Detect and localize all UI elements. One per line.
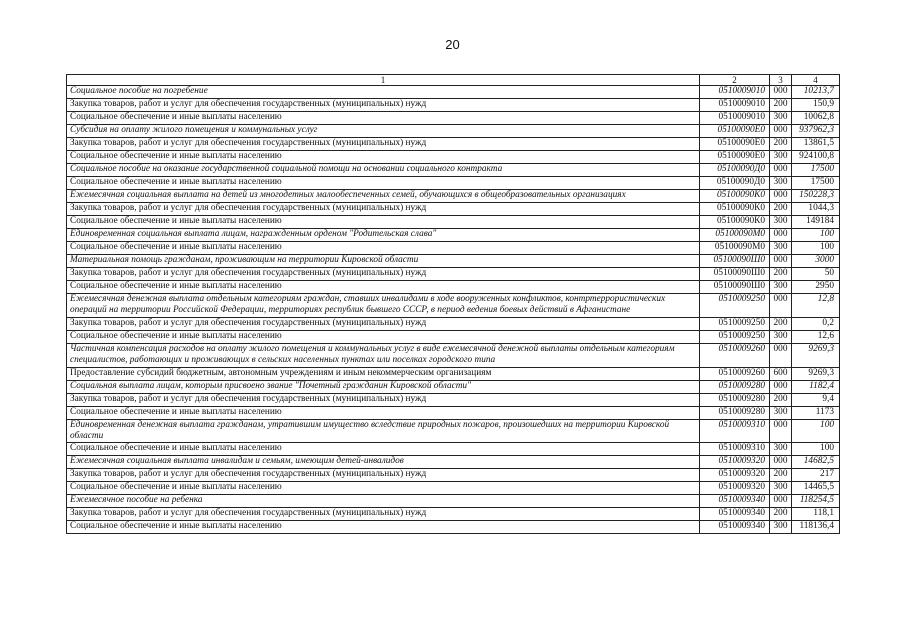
row-code-cell: 0510009250 bbox=[700, 317, 770, 330]
row-kind-cell: 300 bbox=[770, 216, 792, 229]
row-amount-cell: 17500 bbox=[792, 177, 840, 190]
row-name-cell: Закупка товаров, работ и услуг для обеспечения государственных (муниципальных) нужд bbox=[67, 138, 700, 151]
row-kind-cell: 200 bbox=[770, 138, 792, 151]
row-code-cell: 05100090Д0 bbox=[700, 164, 770, 177]
row-amount-cell: 924100,8 bbox=[792, 151, 840, 164]
row-name-cell: Социальное обеспечение и иные выплаты населению bbox=[67, 216, 700, 229]
row-kind-cell: 300 bbox=[770, 482, 792, 495]
row-name-cell: Социальная выплата лицам, которым присвоено звание "Почетный гражданин Кировской области" bbox=[67, 380, 700, 393]
row-kind-cell: 300 bbox=[770, 281, 792, 294]
row-name-cell: Ежемесячная социальная выплата инвалидам и семьям, имеющим детей-инвалидов bbox=[67, 456, 700, 469]
row-kind-cell: 200 bbox=[770, 203, 792, 216]
row-code-cell: 0510009250 bbox=[700, 294, 770, 318]
row-amount-cell: 118136,4 bbox=[792, 521, 840, 534]
table-row bbox=[67, 151, 840, 164]
row-kind-cell: 000 bbox=[770, 125, 792, 138]
row-name-cell: Социальное обеспечение и иные выплаты населению bbox=[67, 330, 700, 343]
row-code-cell: 0510009320 bbox=[700, 482, 770, 495]
table-row bbox=[67, 99, 840, 112]
row-amount-cell: 10213,7 bbox=[792, 86, 840, 99]
page-number: 20 bbox=[445, 37, 460, 52]
header-cell-1: 1 bbox=[67, 75, 700, 86]
row-amount-cell: 17500 bbox=[792, 164, 840, 177]
row-name-cell: Социальное обеспечение и иные выплаты населению bbox=[67, 242, 700, 255]
row-kind-cell: 300 bbox=[770, 443, 792, 456]
table-row bbox=[67, 203, 840, 216]
row-kind-cell: 200 bbox=[770, 268, 792, 281]
row-amount-cell: 10062,8 bbox=[792, 112, 840, 125]
row-kind-cell: 000 bbox=[770, 419, 792, 443]
table-row bbox=[67, 330, 840, 343]
table-row bbox=[67, 443, 840, 456]
row-amount-cell: 1044,3 bbox=[792, 203, 840, 216]
row-kind-cell: 000 bbox=[770, 294, 792, 318]
row-name-cell: Единовременная социальная выплата лицам, награжденным орденом "Родительская слава" bbox=[67, 229, 700, 242]
row-amount-cell: 9,4 bbox=[792, 393, 840, 406]
row-code-cell: 0510009340 bbox=[700, 495, 770, 508]
table-row bbox=[67, 521, 840, 534]
row-name-cell: Социальное обеспечение и иные выплаты населению bbox=[67, 482, 700, 495]
row-name-cell: Закупка товаров, работ и услуг для обеспечения государственных (муниципальных) нужд bbox=[67, 99, 700, 112]
row-code-cell: 05100090М0 bbox=[700, 242, 770, 255]
row-name-cell: Частичная компенсация расходов на оплату жилого помещения и коммунальных услуг в виде ежемесячной денежной выплаты отдельным категориям специалистов, работающих и проживающих в сельских населенных пунктах или поселках городского типа bbox=[67, 343, 700, 367]
row-amount-cell: 118,1 bbox=[792, 508, 840, 521]
row-amount-cell: 150228,3 bbox=[792, 190, 840, 203]
table-header-row bbox=[67, 75, 840, 86]
table-row bbox=[67, 393, 840, 406]
row-amount-cell: 13861,5 bbox=[792, 138, 840, 151]
row-code-cell: 05100090Е0 bbox=[700, 125, 770, 138]
table-row bbox=[67, 317, 840, 330]
row-name-cell: Материальная помощь гражданам, проживающим на территории Кировской области bbox=[67, 255, 700, 268]
row-kind-cell: 000 bbox=[770, 164, 792, 177]
table-row bbox=[67, 242, 840, 255]
row-name-cell: Социальное обеспечение и иные выплаты населению bbox=[67, 177, 700, 190]
table-row bbox=[67, 469, 840, 482]
table-row bbox=[67, 229, 840, 242]
row-name-cell: Субсидия на оплату жилого помещения и коммунальных услуг bbox=[67, 125, 700, 138]
row-amount-cell: 118254,5 bbox=[792, 495, 840, 508]
row-name-cell: Единовременная денежная выплата гражданам, утратившим имущество вследствие природных пожаров, произошедших на территории Кировской области bbox=[67, 419, 700, 443]
row-kind-cell: 200 bbox=[770, 469, 792, 482]
row-name-cell: Закупка товаров, работ и услуг для обеспечения государственных (муниципальных) нужд bbox=[67, 393, 700, 406]
row-name-cell: Социальное обеспечение и иные выплаты населению bbox=[67, 151, 700, 164]
row-kind-cell: 300 bbox=[770, 151, 792, 164]
row-amount-cell: 100 bbox=[792, 419, 840, 443]
row-name-cell: Социальное обеспечение и иные выплаты населению bbox=[67, 406, 700, 419]
row-kind-cell: 000 bbox=[770, 495, 792, 508]
row-code-cell: 0510009320 bbox=[700, 469, 770, 482]
row-code-cell: 0510009340 bbox=[700, 508, 770, 521]
table-row bbox=[67, 367, 840, 380]
table-row bbox=[67, 138, 840, 151]
row-code-cell: 0510009010 bbox=[700, 112, 770, 125]
row-amount-cell: 100 bbox=[792, 242, 840, 255]
header-cell-3: 3 bbox=[770, 75, 792, 86]
row-code-cell: 05100090К0 bbox=[700, 216, 770, 229]
table-row bbox=[67, 112, 840, 125]
budget-table-body bbox=[67, 75, 840, 534]
row-kind-cell: 300 bbox=[770, 521, 792, 534]
row-kind-cell: 000 bbox=[770, 190, 792, 203]
row-kind-cell: 200 bbox=[770, 317, 792, 330]
row-code-cell: 05100090Ш0 bbox=[700, 255, 770, 268]
row-amount-cell: 1173 bbox=[792, 406, 840, 419]
table-row bbox=[67, 177, 840, 190]
row-kind-cell: 000 bbox=[770, 380, 792, 393]
row-name-cell: Социальное обеспечение и иные выплаты населению bbox=[67, 443, 700, 456]
table-row bbox=[67, 294, 840, 318]
header-cell-4: 4 bbox=[792, 75, 840, 86]
table-row bbox=[67, 508, 840, 521]
row-code-cell: 0510009320 bbox=[700, 456, 770, 469]
row-code-cell: 0510009340 bbox=[700, 521, 770, 534]
row-code-cell: 05100090М0 bbox=[700, 229, 770, 242]
row-amount-cell: 100 bbox=[792, 443, 840, 456]
row-kind-cell: 000 bbox=[770, 229, 792, 242]
row-amount-cell: 14682,5 bbox=[792, 456, 840, 469]
row-amount-cell: 217 bbox=[792, 469, 840, 482]
row-kind-cell: 300 bbox=[770, 112, 792, 125]
row-code-cell: 0510009260 bbox=[700, 343, 770, 367]
row-name-cell: Социальное обеспечение и иные выплаты населению bbox=[67, 112, 700, 125]
table-row bbox=[67, 255, 840, 268]
budget-table bbox=[66, 74, 840, 534]
row-code-cell: 0510009280 bbox=[700, 393, 770, 406]
row-amount-cell: 1182,4 bbox=[792, 380, 840, 393]
table-row bbox=[67, 419, 840, 443]
row-code-cell: 0510009310 bbox=[700, 443, 770, 456]
row-kind-cell: 200 bbox=[770, 508, 792, 521]
row-code-cell: 05100090Ш0 bbox=[700, 268, 770, 281]
row-kind-cell: 000 bbox=[770, 343, 792, 367]
row-name-cell: Ежемесячная социальная выплата на детей из многодетных малообеспеченных семей, обучающихся в общеобразовательных организациях bbox=[67, 190, 700, 203]
row-kind-cell: 200 bbox=[770, 99, 792, 112]
row-name-cell: Ежемесячное пособие на ребенка bbox=[67, 495, 700, 508]
row-kind-cell: 000 bbox=[770, 456, 792, 469]
table-row bbox=[67, 125, 840, 138]
row-name-cell: Социальное обеспечение и иные выплаты населению bbox=[67, 521, 700, 534]
row-name-cell: Ежемесячная денежная выплата отдельным категориям граждан, ставших инвалидами в ходе вооруженных конфликтов, контртеррористических операций на территории Российской Федерации, территориях республик бывшего СССР, в период ведения боевых действий в Афганистане bbox=[67, 294, 700, 318]
row-amount-cell: 50 bbox=[792, 268, 840, 281]
table-row bbox=[67, 380, 840, 393]
row-kind-cell: 600 bbox=[770, 367, 792, 380]
row-code-cell: 05100090Ш0 bbox=[700, 281, 770, 294]
table-row bbox=[67, 456, 840, 469]
table-row bbox=[67, 190, 840, 203]
row-amount-cell: 12,8 bbox=[792, 294, 840, 318]
row-code-cell: 0510009280 bbox=[700, 380, 770, 393]
row-amount-cell: 2950 bbox=[792, 281, 840, 294]
table-row bbox=[67, 86, 840, 99]
row-name-cell: Социальное пособие на оказание государственной социальной помощи на основании социального контракта bbox=[67, 164, 700, 177]
row-amount-cell: 9269,3 bbox=[792, 343, 840, 367]
row-name-cell: Закупка товаров, работ и услуг для обеспечения государственных (муниципальных) нужд bbox=[67, 203, 700, 216]
row-code-cell: 0510009280 bbox=[700, 406, 770, 419]
row-amount-cell: 0,2 bbox=[792, 317, 840, 330]
row-code-cell: 0510009260 bbox=[700, 367, 770, 380]
row-kind-cell: 000 bbox=[770, 86, 792, 99]
row-amount-cell: 14465,5 bbox=[792, 482, 840, 495]
row-name-cell: Закупка товаров, работ и услуг для обеспечения государственных (муниципальных) нужд bbox=[67, 508, 700, 521]
row-name-cell: Социальное обеспечение и иные выплаты населению bbox=[67, 281, 700, 294]
row-name-cell: Закупка товаров, работ и услуг для обеспечения государственных (муниципальных) нужд bbox=[67, 268, 700, 281]
row-amount-cell: 100 bbox=[792, 229, 840, 242]
table-row bbox=[67, 343, 840, 367]
row-kind-cell: 300 bbox=[770, 177, 792, 190]
row-code-cell: 05100090Д0 bbox=[700, 177, 770, 190]
table-row bbox=[67, 482, 840, 495]
row-name-cell: Предоставление субсидий бюджетным, автономным учреждениям и иным некоммерческим организациям bbox=[67, 367, 700, 380]
row-kind-cell: 300 bbox=[770, 406, 792, 419]
row-amount-cell: 150,9 bbox=[792, 99, 840, 112]
row-amount-cell: 3000 bbox=[792, 255, 840, 268]
row-amount-cell: 12,6 bbox=[792, 330, 840, 343]
table-row bbox=[67, 281, 840, 294]
row-code-cell: 05100090К0 bbox=[700, 203, 770, 216]
row-code-cell: 0510009010 bbox=[700, 99, 770, 112]
row-code-cell: 0510009250 bbox=[700, 330, 770, 343]
row-kind-cell: 300 bbox=[770, 330, 792, 343]
row-amount-cell: 9269,3 bbox=[792, 367, 840, 380]
table-row bbox=[67, 268, 840, 281]
table-row bbox=[67, 164, 840, 177]
row-kind-cell: 300 bbox=[770, 242, 792, 255]
row-name-cell: Социальное пособие на погребение bbox=[67, 86, 700, 99]
row-amount-cell: 149184 bbox=[792, 216, 840, 229]
table-row bbox=[67, 495, 840, 508]
row-code-cell: 05100090Е0 bbox=[700, 151, 770, 164]
row-kind-cell: 200 bbox=[770, 393, 792, 406]
row-code-cell: 05100090Е0 bbox=[700, 138, 770, 151]
row-name-cell: Закупка товаров, работ и услуг для обеспечения государственных (муниципальных) нужд bbox=[67, 469, 700, 482]
table-row bbox=[67, 406, 840, 419]
row-amount-cell: 937962,3 bbox=[792, 125, 840, 138]
row-code-cell: 0510009010 bbox=[700, 86, 770, 99]
row-kind-cell: 000 bbox=[770, 255, 792, 268]
row-code-cell: 05100090К0 bbox=[700, 190, 770, 203]
table-row bbox=[67, 216, 840, 229]
row-name-cell: Закупка товаров, работ и услуг для обеспечения государственных (муниципальных) нужд bbox=[67, 317, 700, 330]
row-code-cell: 0510009310 bbox=[700, 419, 770, 443]
header-cell-2: 2 bbox=[700, 75, 770, 86]
